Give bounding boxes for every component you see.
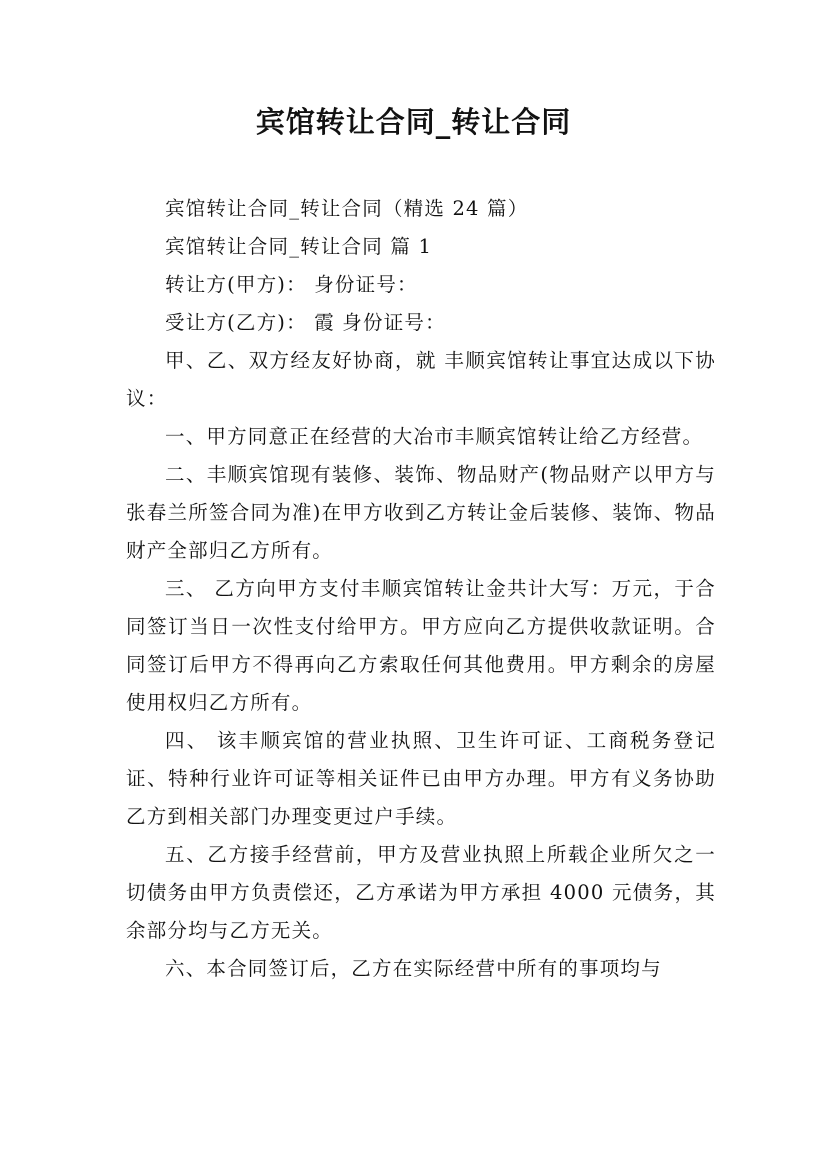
paragraph-clause-4: 四、 该丰顺宾馆的营业执照、卫生许可证、工商税务登记证、特种行业许可证等相关证件已由甲方办理。甲方有义务协助乙方到相关部门办理变更过户手续。 [126,729,716,828]
paragraph-clause-5: 五、乙方接手经营前，甲方及营业执照上所载企业所欠之一切债务由甲方负责偿还，乙方承诺为甲方承担 4000 元债务，其余部分均与乙方无关。 [126,843,716,942]
document-title: 宾馆转让合同_转让合同 [255,105,572,139]
paragraph-section-heading: 宾馆转让合同_转让合同 篇 1 [165,235,433,258]
paragraph-clause-6: 六、本合同签订后，乙方在实际经营中所有的事项均与 [165,957,662,980]
document-body [126,190,716,988]
paragraph-transferor: 转让方(甲方)： 身份证号： [165,273,418,296]
paragraph-transferee: 受让方(乙方)： 霞 身份证号： [165,311,446,334]
paragraph-clause-3: 三、 乙方向甲方支付丰顺宾馆转让金共计大写：万元，于合同签订当日一次性支付给甲方。甲方应向乙方提供收款证明。合同签订后甲方不得再向乙方索取任何其他费用。甲方剩余的房屋使用权归乙方所有。 [126,577,716,714]
paragraph-subtitle: 宾馆转让合同_转让合同（精选 24 篇） [165,197,529,220]
paragraph-clause-2: 二、丰顺宾馆现有装修、装饰、物品财产(物品财产以甲方与张春兰所签合同为准)在甲方收到乙方转让金后装修、装饰、物品财产全部归乙方所有。 [126,463,716,562]
paragraph-preamble: 甲、乙、双方经友好协商，就 丰顺宾馆转让事宜达成以下协议： [126,349,716,410]
paragraph-clause-1: 一、甲方同意正在经营的大冶市丰顺宾馆转让给乙方经营。 [165,425,704,448]
